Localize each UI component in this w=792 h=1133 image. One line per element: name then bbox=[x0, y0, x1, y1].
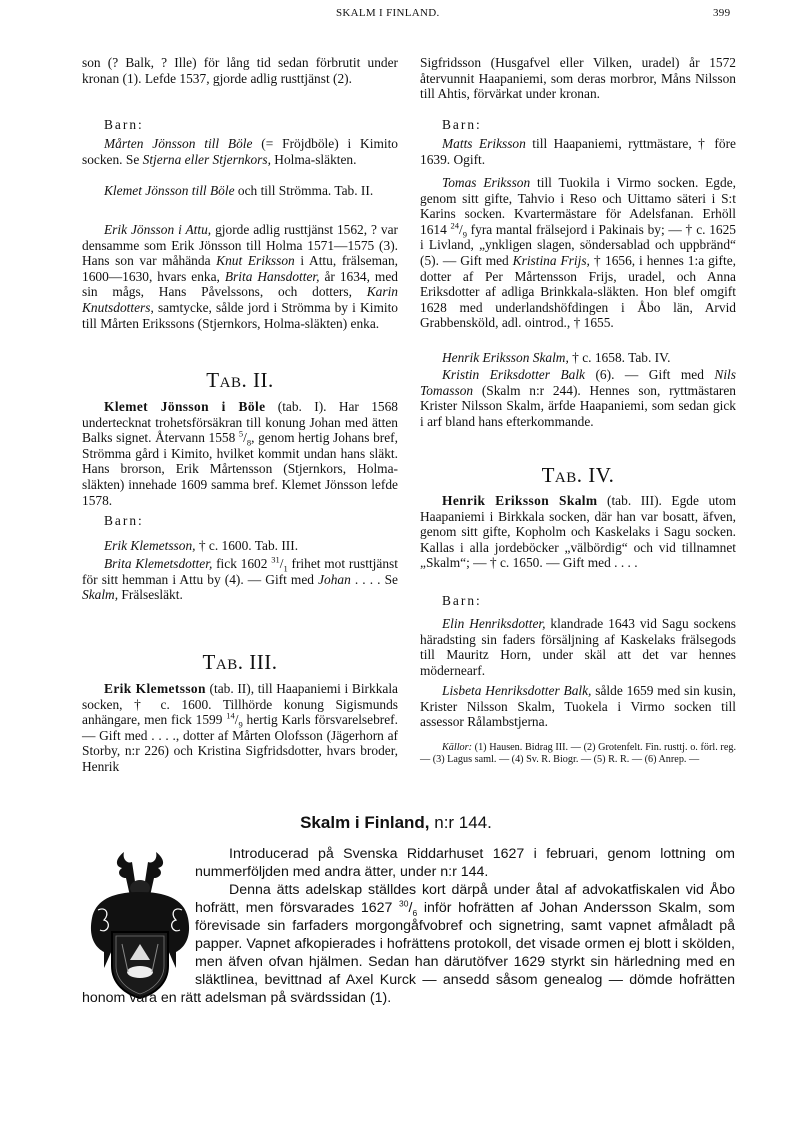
bold-name: Erik Klemetsson bbox=[104, 681, 206, 696]
text-run: T bbox=[206, 368, 220, 392]
text-run: fyra mantal frälsejord i Pakinais by; — † c. 1625 i Livland, „ynkligen slagen, söndersablad och uppbränd“ (5). — Gift med bbox=[420, 221, 736, 268]
table-heading-iii bbox=[82, 650, 398, 677]
text-run: (Skalm n:r 244). Hennes son, ryttmästaren Krister Nilsson Skalm, ärfde Haapaniemi, som sedan gick i arf bland hans efterkommande. bbox=[420, 382, 736, 429]
text-run: hertig Karls försvarelsebref. — Gift med . . . ., dotter af Mårten Olofsson (Jägerhorn af Storby, n:r 226) och Kristina Sigfridsdotter, hvars broder, Henrik bbox=[82, 712, 398, 774]
paragraph bbox=[420, 683, 736, 730]
italic-name: Erik Jönsson i Attu, bbox=[104, 222, 212, 237]
small-caps-text: AB bbox=[554, 470, 577, 486]
text-run: / bbox=[279, 556, 284, 571]
children-heading bbox=[420, 593, 736, 609]
paragraph bbox=[420, 493, 736, 571]
fraction-denominator: 9 bbox=[238, 719, 243, 730]
fraction-denominator: 9 bbox=[462, 229, 467, 240]
text-run: (tab. II), till Haapaniemi i Birkkala socken, † c. 1600. Tillhörde konung Sigismunds anhängare, men fick 1599 bbox=[82, 681, 398, 728]
paragraph bbox=[82, 183, 398, 199]
italic-name: Brita Klemetsdotter, bbox=[104, 556, 213, 571]
text-run: / bbox=[458, 221, 463, 237]
paragraph bbox=[82, 55, 398, 86]
text-run: . III. bbox=[237, 650, 278, 674]
text-run: . II. bbox=[241, 368, 274, 392]
bold-name: Henrik Eriksson Skalm bbox=[442, 493, 598, 508]
text-run: sålde 1659 med sin kusin, Krister Nilsson Skalm, Tuokela i Virmo socken till assessor Rålambstjerna. bbox=[420, 683, 736, 730]
fraction-numerator: 24 bbox=[450, 220, 459, 231]
italic-name: Kristina Frijs, bbox=[512, 252, 590, 268]
text-run: , samtycke, sålde jord i Strömma by i Kimito till Mårten Erikssons (Stjernkors, Holma-släkten) enka. bbox=[82, 299, 398, 331]
fraction-denominator: 6 bbox=[412, 907, 418, 918]
paragraph bbox=[82, 399, 398, 508]
text-run: son (? Balk, ? Ille) för lång tid sedan förbrutit under kronan (1). Lefde 1537, gjorde adlig rusttjänst (2). bbox=[82, 55, 398, 86]
text-run: . . . . Se bbox=[350, 571, 398, 587]
text-run: (= Fröjdböle) i Kimito socken. Se bbox=[82, 136, 398, 167]
italic-name: Henrik Eriksson Skalm, bbox=[442, 350, 569, 365]
text-run: (tab. III). Egde utom Haapaniemi i Birkkala socken, där han var bosatt, äfven, genom sitt gifte, Kopholm och Kaskelaks i Sagu socken. Kallas i alla jordeböcker „välbördig“ och vid tillnamnet „Skalm“; — † c. 1650. — Gift med . . . . bbox=[420, 493, 736, 571]
small-caps-text: AB bbox=[215, 657, 238, 673]
text-run: klandrade 1643 vid Sagu sockens häradsting sin faders försäljning af Kaskelaks frälsegods till Mauritz Horn, under skäl att det var hennes mödernearf. bbox=[420, 616, 736, 678]
children-heading bbox=[420, 117, 736, 133]
table-heading-iv bbox=[420, 463, 736, 490]
italic-name: Knut Eriksson bbox=[216, 253, 295, 269]
italic-name: Lisbeta Henriksdotter Balk, bbox=[442, 683, 592, 698]
text-run: / bbox=[234, 712, 239, 728]
paragraph bbox=[420, 616, 736, 678]
fraction-numerator: 31 bbox=[271, 554, 280, 565]
text-run: / bbox=[408, 900, 413, 916]
italic-name: Kristin Eriksdotter Balk bbox=[442, 367, 585, 382]
text-run: (1) Hausen. Bidrag III. — (2) Grotenfelt. Fin. rusttj. o. förl. reg. — (3) Lagus saml. — (4) Sv. R. Biogr. — (5) R. R. — (6) Anrep. — bbox=[420, 742, 736, 765]
italic-name: Johan bbox=[318, 571, 351, 587]
paragraph bbox=[82, 136, 398, 167]
text-run: Barn: bbox=[442, 117, 482, 132]
fraction-numerator: 30 bbox=[399, 898, 409, 909]
text-run: Frälsesläkt. bbox=[118, 587, 183, 603]
text-run: till Haapaniemi, ryttmästare, † före 1639. Ogift. bbox=[420, 136, 736, 167]
italic-name: Källor: bbox=[442, 742, 473, 753]
small-caps-text: AB bbox=[219, 375, 242, 391]
text-run: och till Strömma. Tab. II. bbox=[234, 183, 374, 198]
italic-name: Mårten Jönsson till Böle bbox=[104, 136, 253, 151]
paragraph bbox=[420, 55, 736, 102]
children-heading bbox=[82, 513, 398, 529]
italic-name: Skalm, bbox=[82, 587, 119, 603]
table-heading-ii bbox=[82, 368, 398, 395]
text-run: † 1656, i hennes 1:a gifte, dotter af Per Mårtensson Frijs, uradel, och Anna Eriksdotter af adliga Brinkkala-släkten. Hon blef omgift 1628 med underlandshöfdingen i Åbo län, Arvid Grabbensköld, adl. ointrod., † 1655. bbox=[420, 252, 736, 331]
paragraph bbox=[82, 556, 398, 603]
italic-name: Karin Knutsdotters bbox=[82, 284, 398, 315]
text-run: † c. 1600. Tab. III. bbox=[195, 538, 299, 553]
text-run: Barn: bbox=[442, 593, 482, 608]
section-title-name: Skalm i Finland, bbox=[300, 813, 430, 832]
text-run: Holma-släkten. bbox=[270, 151, 357, 167]
text-run: fick 1602 bbox=[212, 556, 272, 571]
paragraph bbox=[420, 367, 736, 429]
fraction-denominator: 1 bbox=[283, 563, 288, 574]
text-run: (6). — Gift med bbox=[584, 367, 715, 382]
sources-note bbox=[420, 742, 736, 765]
fraction-denominator: 8 bbox=[246, 437, 252, 448]
paragraph bbox=[420, 350, 736, 366]
text-run: år 1634, med sin mågs, Hans Påvelssons, och dotters, bbox=[82, 268, 398, 300]
arms-float bbox=[82, 843, 195, 987]
text-run: gjorde adlig rusttjänst 1562, ? var densamme som Erik Jönsson till Holma 1571—1575 (3). Hans son var måhända bbox=[82, 222, 399, 269]
text-run: Barn: bbox=[104, 513, 144, 528]
page-number: 399 bbox=[713, 7, 731, 19]
italic-name: Elin Henriksdotter, bbox=[442, 616, 546, 631]
italic-name: Stjerna eller Stjernkors, bbox=[142, 151, 271, 167]
text-run: Introducerad på Svenska Riddarhuset 1627 i februari, genom lottning om nummerföljden med andra ätter, under n:r 144. bbox=[195, 846, 735, 880]
italic-name: Klemet Jönsson till Böle bbox=[104, 183, 235, 198]
italic-name: Matts Eriksson bbox=[442, 136, 526, 151]
text-run: , genom hertig Johans bref, Strömma gård i Kimito, hvilket kommit undan hans släkt. Hans brorson, Erik Mårtensson (Stjernkors, Holma-släkten) innehade 1609 samma bref. Klemet Jönsson lefde 1578. bbox=[82, 430, 398, 508]
text-run: / bbox=[243, 430, 247, 446]
bold-name: Klemet Jönsson i Böle bbox=[104, 399, 266, 414]
fraction-numerator: 5 bbox=[238, 428, 244, 439]
text-run: inför hofrätten af Johan Andersson Skalm, som förevisade sin farfaders morgongåfvobref och signetring, samt vapnet afmåladt på papper. Vapnet afkopierades i hofrättens protokoll, det visade ormen ej blott i skölden, men äfven ofvan hjälmen. Sedan han därutöfver 1629 styrkt sin härledning med en släktlinea, bevittnad af Axel Kurck — ansedd såsom genealog — dömde hofrätten honom vara en rätt adelsman på svärdssidan (1). bbox=[82, 900, 735, 1006]
fraction-numerator: 14 bbox=[226, 710, 235, 721]
section-body bbox=[82, 845, 735, 1007]
section-title bbox=[0, 813, 792, 833]
italic-name: Nils Tomasson bbox=[420, 367, 736, 398]
paragraph bbox=[82, 222, 398, 331]
text-run: T bbox=[202, 650, 216, 674]
italic-name: Erik Klemetsson, bbox=[104, 538, 196, 553]
italic-name: Tomas Eriksson bbox=[442, 175, 531, 190]
text-run: Denna ätts adelskap ställdes kort därpå under åtal af advokatfiskalen vid Åbo hofrätt, men försvarades 1627 bbox=[195, 882, 735, 916]
text-run: i Attu, frälseman, 1600—1630, hvars enka, bbox=[82, 253, 398, 284]
children-heading bbox=[82, 117, 398, 133]
text-run: (tab. I). Har 1568 undertecknat trohetsförsäkran till konung Johan med ätten Balks signet. Återvann 1558 bbox=[82, 399, 398, 446]
italic-name: Brita Hansdotter, bbox=[224, 268, 320, 284]
text-run: Barn: bbox=[104, 117, 144, 132]
paragraph bbox=[82, 538, 398, 554]
text-run: frihet mot rusttjänst för sitt hemman i Attu by (4). — Gift med bbox=[82, 556, 398, 587]
text-run: . IV. bbox=[576, 463, 615, 487]
paragraph bbox=[420, 136, 736, 167]
text-run: till Tuokila i Virmo socken. Egde, genom sitt gifte, Tahvio i Reso och Uittamo säteri i S:t Karins socken. Kvartermästare för Adelsfanan. Erhöll 1614 bbox=[420, 175, 736, 237]
text-run: Sigfridsson (Husgafvel eller Vilken, uradel) år 1572 återvunnit Haapaniemi, som deras morbror, Måns Nilsson till Ahtis, förvärkat under kronan. bbox=[420, 55, 736, 102]
paragraph bbox=[420, 175, 736, 331]
section-title-number: n:r 144. bbox=[429, 813, 492, 832]
paragraph bbox=[82, 681, 398, 775]
text-run: T bbox=[541, 463, 555, 487]
running-title: SKALM I FINLAND. bbox=[336, 7, 440, 19]
text-run: † c. 1658. Tab. IV. bbox=[568, 350, 671, 365]
